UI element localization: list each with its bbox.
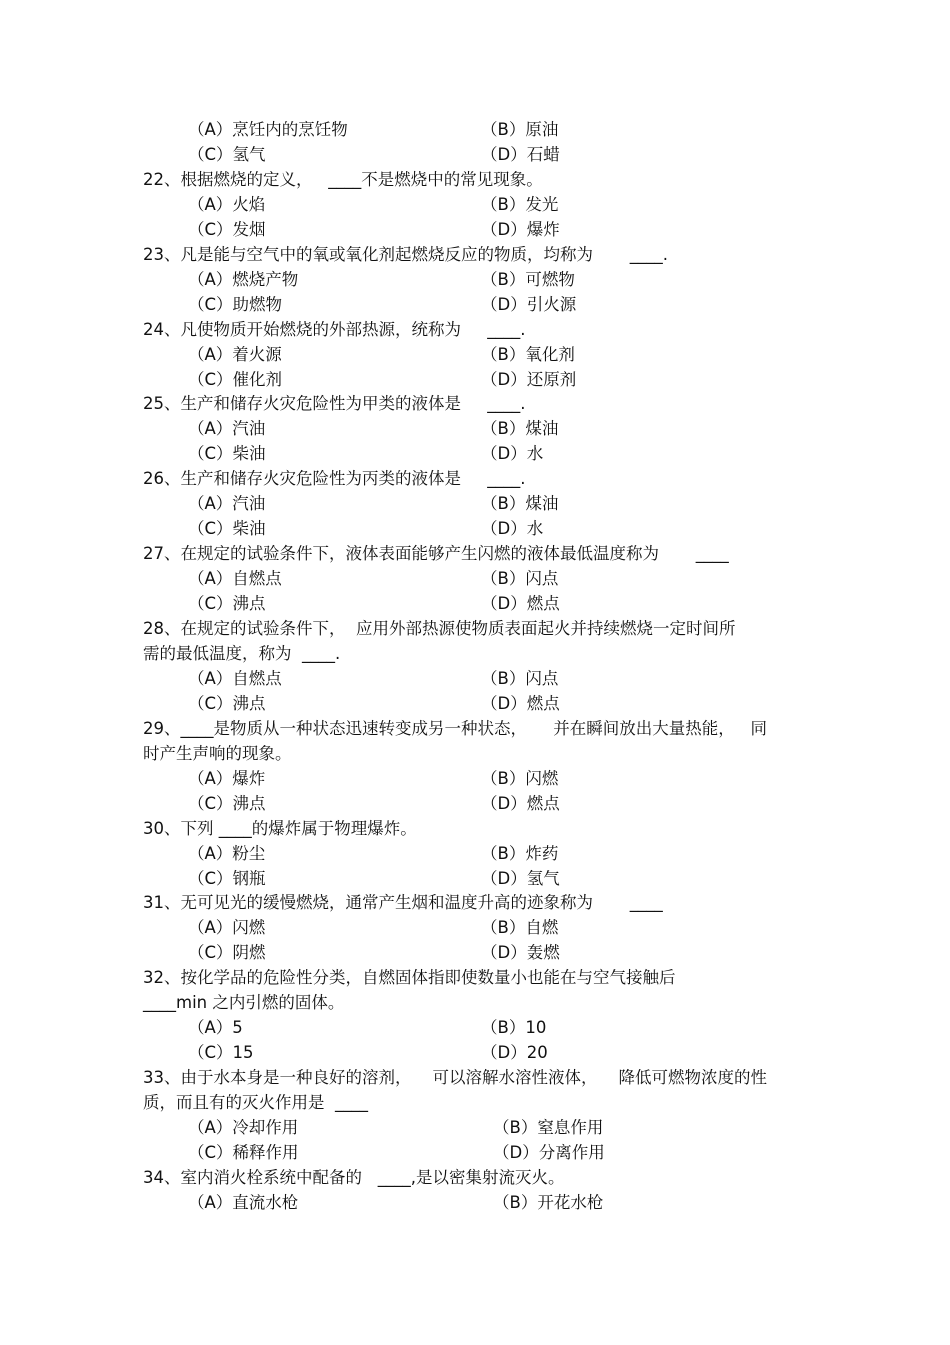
question-text: 23、凡是能与空气中的氧或氧化剂起燃烧反应的物质，均称为 ____. bbox=[143, 245, 668, 264]
option-left: （A）闪燃 bbox=[188, 918, 266, 937]
option-left: （C）沸点 bbox=[188, 794, 266, 813]
option-right: （D）燃点 bbox=[481, 694, 560, 713]
question-text: 34、室内消火栓系统中配备的 ____,是以密集射流灭火。 bbox=[143, 1168, 565, 1187]
option-right: （D）石蜡 bbox=[481, 145, 560, 164]
option-right: （D）水 bbox=[481, 519, 544, 538]
question-text: 30、下列 ____的爆炸属于物理爆炸。 bbox=[143, 819, 417, 838]
question-continuation: 质，而且有的灭火作用是 ____ bbox=[143, 1093, 368, 1112]
option-right: （B）氧化剂 bbox=[481, 345, 575, 364]
option-left: （C）钢瓶 bbox=[188, 869, 266, 888]
option-left: （A）汽油 bbox=[188, 494, 266, 513]
question-text: 22、根据燃烧的定义， ____不是燃烧中的常见现象。 bbox=[143, 170, 543, 189]
option-left: （C）沸点 bbox=[188, 694, 266, 713]
question-continuation: ____min 之内引燃的固体。 bbox=[143, 993, 345, 1012]
option-left: （C）15 bbox=[188, 1043, 254, 1062]
option-left: （C）阴燃 bbox=[188, 943, 266, 962]
option-left: （A）火焰 bbox=[188, 195, 266, 214]
option-right: （B）10 bbox=[481, 1018, 547, 1037]
option-left: （A）着火源 bbox=[188, 345, 282, 364]
option-left: （C）催化剂 bbox=[188, 370, 283, 389]
question-text: 32、按化学品的危险性分类，自燃固体指即使数量小也能在与空气接触后 bbox=[143, 968, 676, 987]
option-left: （C）沸点 bbox=[188, 594, 266, 613]
question-text: 29、____是物质从一种状态迅速转变成另一种状态， 并在瞬间放出大量热能， 同 bbox=[143, 719, 767, 738]
option-right: （B）窒息作用 bbox=[493, 1118, 604, 1137]
option-left: （A）冷却作用 bbox=[188, 1118, 299, 1137]
option-right: （D）分离作用 bbox=[493, 1143, 605, 1162]
option-right: （D）还原剂 bbox=[481, 370, 577, 389]
question-continuation: 时产生声响的现象。 bbox=[143, 744, 292, 763]
option-left: （A）自燃点 bbox=[188, 669, 282, 688]
option-left: （A）燃烧产物 bbox=[188, 270, 299, 289]
option-right: （D）燃点 bbox=[481, 794, 560, 813]
question-text: 26、生产和储存火灾危险性为丙类的液体是 ____. bbox=[143, 469, 526, 488]
option-right: （D）轰燃 bbox=[481, 943, 560, 962]
option-left: （A）爆炸 bbox=[188, 769, 266, 788]
question-text: 28、在规定的试验条件下， 应用外部热源使物质表面起火并持续燃烧一定时间所 bbox=[143, 619, 736, 638]
question-text: 33、由于水本身是一种良好的溶剂， 可以溶解水溶性液体， 降低可燃物浓度的性 bbox=[143, 1068, 767, 1087]
option-left: （A）汽油 bbox=[188, 419, 266, 438]
option-left: （C）助燃物 bbox=[188, 295, 283, 314]
option-right: （D）氢气 bbox=[481, 869, 560, 888]
option-right: （D）爆炸 bbox=[481, 220, 560, 239]
option-left: （C）柴油 bbox=[188, 444, 266, 463]
option-left: （C）发烟 bbox=[188, 220, 266, 239]
question-text: 25、生产和储存火灾危险性为甲类的液体是 ____. bbox=[143, 394, 526, 413]
option-left: （A）自燃点 bbox=[188, 569, 282, 588]
option-right: （D）燃点 bbox=[481, 594, 560, 613]
option-left: （A）直流水枪 bbox=[188, 1193, 299, 1212]
option-right: （B）闪燃 bbox=[481, 769, 559, 788]
option-right: （D）20 bbox=[481, 1043, 548, 1062]
option-right: （B）煤油 bbox=[481, 419, 559, 438]
option-right: （B）闪点 bbox=[481, 669, 559, 688]
option-left: （C）柴油 bbox=[188, 519, 266, 538]
option-left: （C）稀释作用 bbox=[188, 1143, 299, 1162]
question-text: 24、凡使物质开始燃烧的外部热源，统称为 ____. bbox=[143, 320, 526, 339]
option-left: （A）粉尘 bbox=[188, 844, 266, 863]
option-right: （B）开花水枪 bbox=[493, 1193, 604, 1212]
option-right: （B）煤油 bbox=[481, 494, 559, 513]
option-right: （B）发光 bbox=[481, 195, 559, 214]
option-right: （B）自燃 bbox=[481, 918, 559, 937]
option-left: （C）氢气 bbox=[188, 145, 266, 164]
option-right: （B）闪点 bbox=[481, 569, 559, 588]
option-right: （B）炸药 bbox=[481, 844, 559, 863]
option-left: （A）烹饪内的烹饪物 bbox=[188, 120, 348, 139]
question-text: 27、在规定的试验条件下，液体表面能够产生闪燃的液体最低温度称为 ____ bbox=[143, 544, 729, 563]
option-left: （A）5 bbox=[188, 1018, 243, 1037]
option-right: （D）引火源 bbox=[481, 295, 577, 314]
option-right: （D）水 bbox=[481, 444, 544, 463]
question-text: 31、无可见光的缓慢燃烧，通常产生烟和温度升高的迹象称为 ____ bbox=[143, 893, 663, 912]
option-right: （B）可燃物 bbox=[481, 270, 575, 289]
question-continuation: 需的最低温度，称为 ____. bbox=[143, 644, 341, 663]
option-right: （B）原油 bbox=[481, 120, 559, 139]
